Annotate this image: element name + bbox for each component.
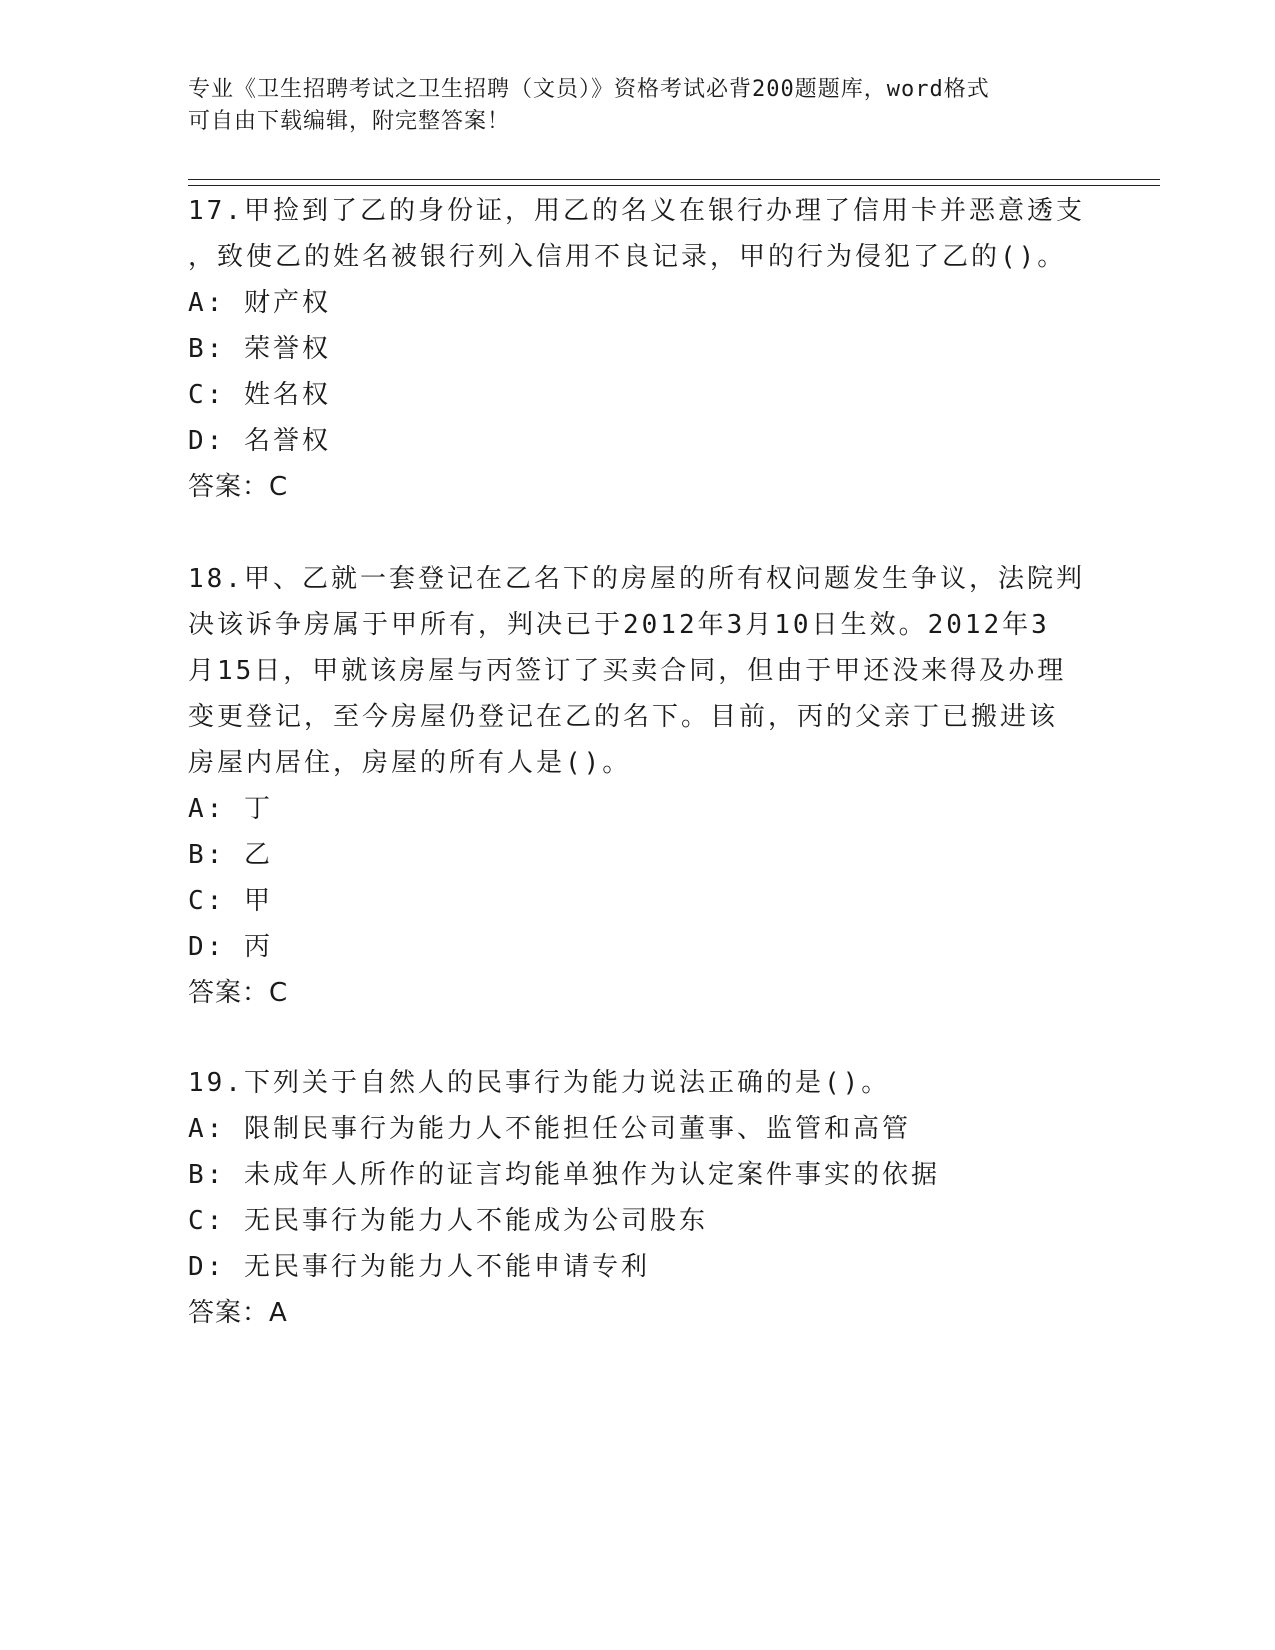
question-text-line: 决该诉争房属于甲所有，判决已于2012年3月10日生效。2012年3 [188,610,1050,640]
option-a [188,280,1088,326]
option-text: 姓名权 [243,380,331,410]
header-divider-top [188,179,1160,180]
answer: 答案：C [188,472,289,502]
option-text: 甲 [243,886,273,916]
document-header [188,74,1088,138]
option-key: B: [188,840,226,870]
option-key: A: [188,794,226,824]
header-divider-bottom [188,185,1160,186]
question-text-line: 17.甲捡到了乙的身份证，用乙的名义在银行办理了信用卡并恶意透支 [188,196,1085,226]
header-line-2: 可自由下载编辑，附完整答案！ [188,109,511,134]
option-text: 名誉权 [243,426,331,456]
option-a [188,786,1088,832]
question-18 [188,556,1088,1016]
answer: 答案：C [188,978,289,1008]
question-19 [188,1060,1088,1336]
option-text: 无民事行为能力人不能申请专利 [243,1252,650,1282]
option-key: D: [188,932,226,962]
option-key: A: [188,288,226,318]
option-c [188,878,1088,924]
question-17 [188,188,1088,510]
option-text: 财产权 [243,288,331,318]
option-text: 未成年人所作的证言均能单独作为认定案件事实的依据 [243,1160,940,1190]
option-text: 丁 [243,794,273,824]
option-text: 丙 [243,932,273,962]
option-key: C: [188,1206,226,1236]
option-a [188,1106,1088,1152]
answer: 答案：A [188,1298,288,1328]
question-text-line: 18.甲、乙就一套登记在乙名下的房屋的所有权问题发生争议，法院判 [188,564,1085,594]
question-text-line: 月15日，甲就该房屋与丙签订了买卖合同，但由于甲还没来得及办理 [188,656,1067,686]
option-key: C: [188,886,226,916]
option-b [188,832,1088,878]
option-d [188,418,1088,464]
question-text-line: 19.下列关于自然人的民事行为能力说法正确的是()。 [188,1068,891,1098]
option-c [188,372,1088,418]
option-key: C: [188,380,226,410]
option-c [188,1198,1088,1244]
option-d [188,1244,1088,1290]
option-b [188,326,1088,372]
option-d [188,924,1088,970]
option-key: D: [188,1252,226,1282]
option-key: B: [188,334,226,364]
option-text: 荣誉权 [243,334,331,364]
option-key: B: [188,1160,226,1190]
question-text-line: 房屋内居住，房屋的所有人是()。 [188,748,632,778]
option-text: 无民事行为能力人不能成为公司股东 [243,1206,708,1236]
option-key: A: [188,1114,226,1144]
option-text: 乙 [243,840,273,870]
header-line-1: 专业《卫生招聘考试之卫生招聘（文员）》资格考试必背200题题库，word格式 [188,77,990,102]
option-key: D: [188,426,226,456]
question-text-line: 变更登记，至今房屋仍登记在乙的名下。目前，丙的父亲丁已搬进该 [188,702,1059,732]
option-text: 限制民事行为能力人不能担任公司董事、监管和高管 [243,1114,911,1144]
option-b [188,1152,1088,1198]
question-text-line: ，致使乙的姓名被银行列入信用不良记录，甲的行为侵犯了乙的()。 [188,242,1067,272]
